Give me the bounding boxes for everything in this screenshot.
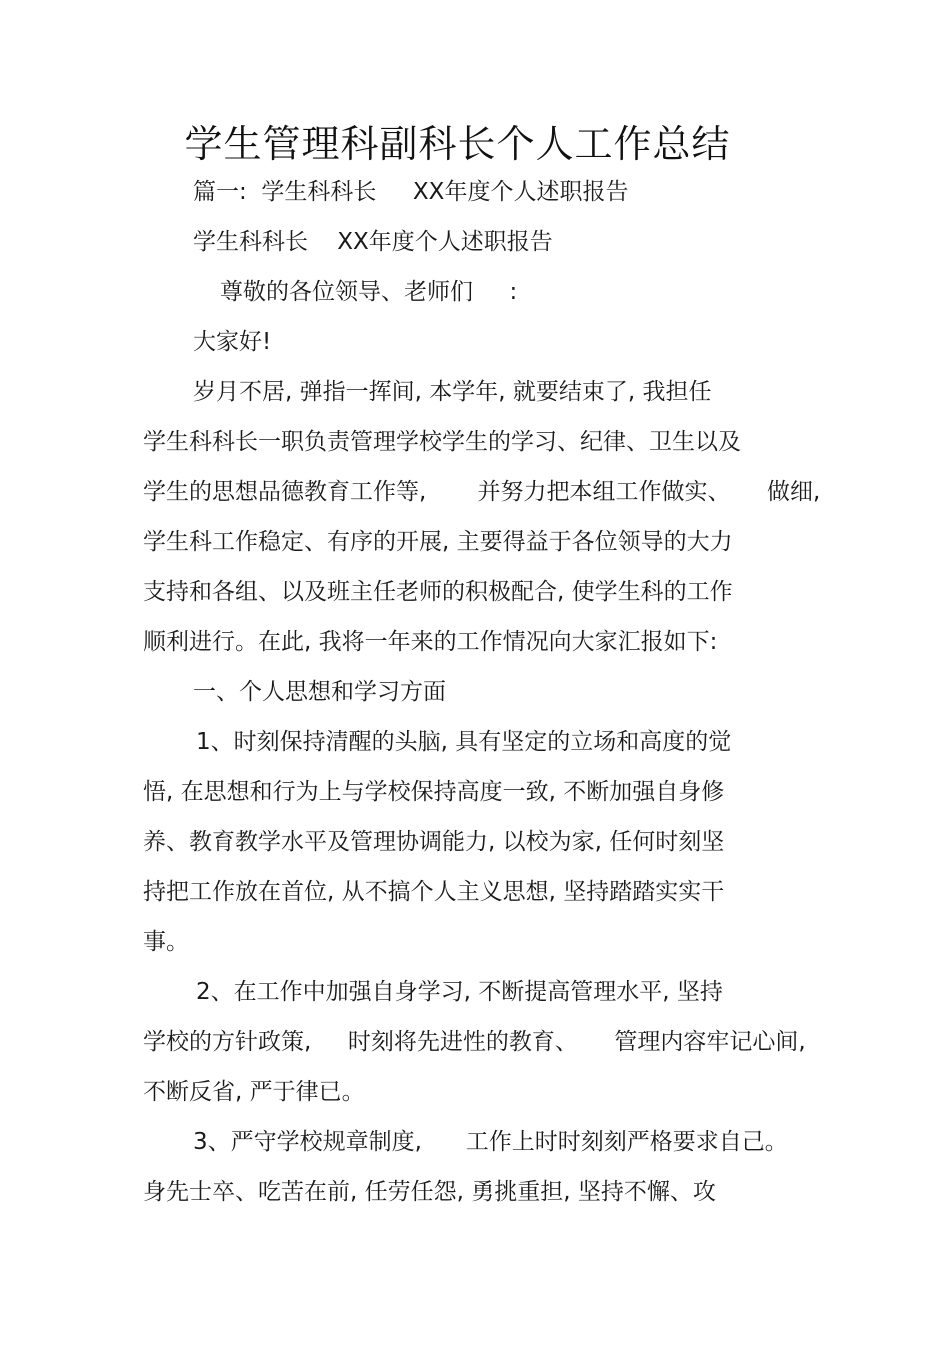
paragraph-line: 学生的思想品德教育工作等, 并努力把本组工作做实、 做细, [143,479,821,505]
paragraph-line: 养、教育教学水平及管理协调能力, 以校为家, 任何时刻坚 [143,829,725,855]
paragraph-line: 岁月不居, 弹指一挥间, 本学年, 就要结束了, 我担任 [193,379,712,405]
paragraph-line: 悟, 在思想和行为上与学校保持高度一致, 不断加强自身修 [143,779,725,805]
paragraph-line: 学校的方针政策, 时刻将先进性的教育、 管理内容牢记心间, [143,1029,806,1055]
section-heading: 一、个人思想和学习方面 [193,679,446,705]
heading-line: 学生科科长 XX年度个人述职报告 [193,229,553,255]
document-title: 学生管理科副科长个人工作总结 [184,122,731,166]
paragraph-line: 支持和各组、以及班主任老师的积极配合, 使学生科的工作 [143,579,733,605]
greeting-line: 大家好! [193,329,272,355]
paragraph-line: 学生科科长一职负责管理学校学生的学习、纪律、卫生以及 [143,429,741,455]
paragraph-line: 持把工作放在首位, 从不搞个人主义思想, 坚持踏踏实实干 [143,879,725,905]
paragraph-line: 3、严守学校规章制度, 工作上时时刻刻严格要求自己。 [193,1129,788,1155]
paragraph-line: 身先士卒、吃苦在前, 任劳任怨, 勇挑重担, 坚持不懈、攻 [143,1179,716,1205]
paragraph-line: 事。 [143,929,189,955]
paragraph-line: 2、在工作中加强自身学习, 不断提高管理水平, 坚持 [196,979,723,1005]
paragraph-line: 学生科工作稳定、有序的开展, 主要得益于各位领导的大力 [143,529,733,555]
paragraph-line: 1、时刻保持清醒的头脑, 具有坚定的立场和高度的觉 [196,729,732,755]
salutation-line: 尊敬的各位领导、老师们 : [220,279,518,305]
paragraph-line: 顺利进行。在此, 我将一年来的工作情况向大家汇报如下: [143,629,718,655]
paragraph-line: 不断反省, 严于律已。 [143,1079,365,1105]
subtitle-line: 篇一: 学生科科长 XX年度个人述职报告 [193,179,629,205]
